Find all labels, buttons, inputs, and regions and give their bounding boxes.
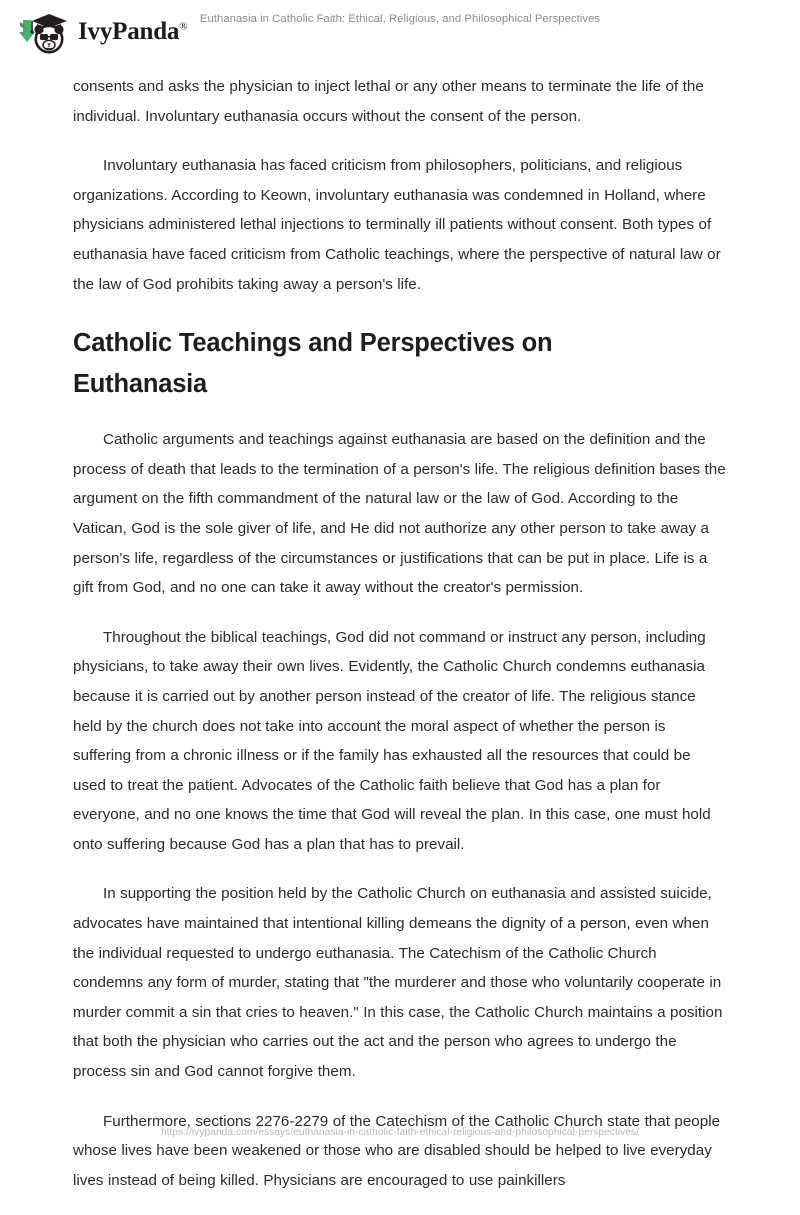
paragraph-biblical-teachings: Throughout the biblical teachings, God did not command or instruct any person, including physicians, to take away their own lives. Evidently, the Catholic Church condemns euthanasia because it is carried out by another person instead of the creator of life. The religious stance held by the church does not take into account the moral aspect of whether the person is suffering from a chronic illness or if the family has exhausted all the resources that could be used to treat the patient. Advocates of the Catholic faith believe that God has a plan for everyone, and no one knows the time that God will reveal the plan. In this case, one must hold onto suffering because God has a plan that has to prevail. [73, 628, 711, 853]
footer-source-url[interactable]: https://ivypanda.com/essays/euthanasia-in-catholic-faith-ethical-religious-and-philosophical-perspectives/ [160, 1127, 640, 1138]
document-body [73, 72, 727, 1215]
brand-name-text: IvyPanda [78, 17, 180, 45]
paragraph-catholic-arguments: Catholic arguments and teachings against euthanasia are based on the definition and the process of death that leads to the termination of a person's life. The religious definition bases the argument on the fifth commandment of the natural law or the law of God. According to the Vatican, God is the sole giver of life, and He did not authorize any other person to take away a person's life, regardless of the circumstances or justifications that can be put in place. Life is a gift from God, and no one can take it away without the creator's permission. [73, 431, 726, 597]
document-title: Euthanasia in Catholic Faith: Ethical, Religious, and Philosophical Perspectives [199, 13, 601, 25]
section-heading-catholic-teachings: Catholic Teachings and Perspectives on Euthanasia [73, 329, 553, 399]
paragraph-involuntary-criticism: Involuntary euthanasia has faced criticism from philosophers, politicians, and religious organizations. According to Keown, involuntary euthanasia was condemned in Holland, where physicians administered lethal injections to terminally ill patients without consent. Both types of euthanasia have faced criticism from Catholic teachings, where the perspective of natural law or the law of God prohibits taking away a person's life. [73, 157, 721, 293]
registered-mark: ® [179, 20, 188, 33]
paragraph-continued: consents and asks the physician to inject lethal or any other means to terminate the life of the individual. Involuntary euthanasia occurs without the consent of the person. [73, 78, 704, 125]
paragraph-catechism-sections: Furthermore, sections 2276-2279 of the Catechism of the Catholic Church state that people whose lives have been weakened or those who are disabled should be helped to live everyday lives instead of being killed. Physicians are encouraged to use painkillers [73, 1112, 721, 1189]
paragraph-supporting-position: In supporting the position held by the Catholic Church on euthanasia and assisted suicide, advocates have maintained that intentional killing demeans the dignity of a person, even when the individual requested to undergo euthanasia. The Catechism of the Catholic Church condemns any form of murder, stating that "the murderer and those who voluntarily cooperate in murder commit a sin that cries to heaven." In this case, the Catholic Church maintains a position that both the physician who carries out the act and the person who agrees to undergo the process sin and God cannot forgive them. [73, 885, 723, 1081]
page-header [0, 0, 800, 62]
